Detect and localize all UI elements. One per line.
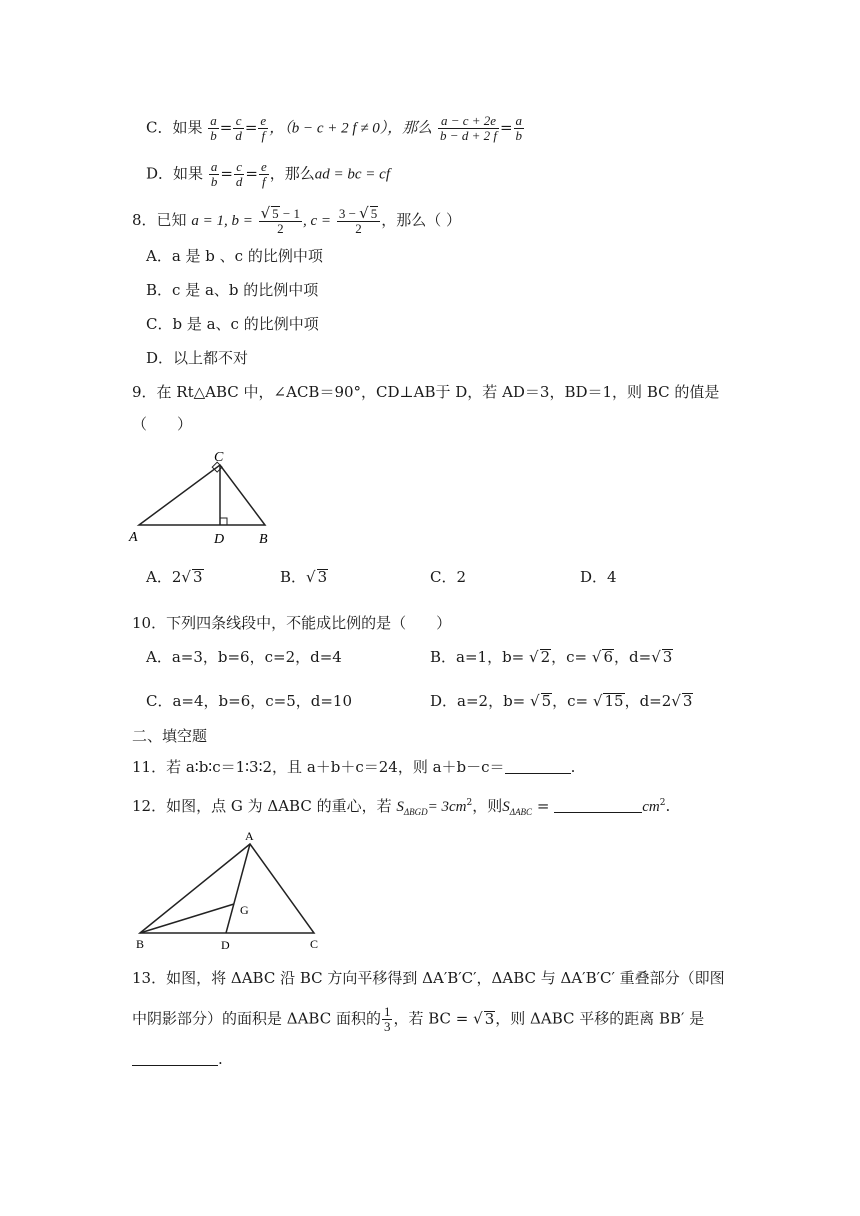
q8-option-b: B．c 是 a、b 的比例中项 — [146, 281, 319, 299]
section-heading-fill-blank: 二、填空题 — [132, 727, 208, 745]
frac-c-d-d: $\frac{c}{d}$ — [235, 159, 243, 189]
q13-end: . — [218, 1050, 223, 1068]
q9-right-angle-d — [220, 518, 227, 525]
q13-frac-den: 3 — [383, 1019, 391, 1034]
q9-option-c: C．2 — [430, 568, 467, 586]
q7-optd-result: ad = bc = cf — [314, 166, 390, 183]
q12-label-d: D — [221, 938, 230, 952]
q10-optd-c-label: ，c= — [552, 692, 589, 710]
q12-given-val: = 3cm — [427, 799, 467, 815]
q11-text: 11．若 a∶b∶c＝1∶3∶2，且 a＋b＋c＝24，则 a＋b－c＝ — [132, 758, 505, 776]
q13-frac-num: 1 — [383, 1004, 391, 1019]
q12-end: . — [665, 797, 671, 815]
q12-ask-eq: = — [536, 797, 550, 815]
frac-a-b-d: $\frac{a}{b}$ — [210, 159, 218, 189]
q10-option-c: C．a=4，b=6，c=5，d=10 — [146, 692, 353, 710]
q13-line2-prefix: 中阴影部分）的面积是 ΔABC 面积的 — [132, 1009, 381, 1028]
q9-label-b: B — [259, 532, 268, 547]
q13-fraction — [382, 1005, 393, 1034]
q9-stem: 9．在 Rt△ABC 中，∠ACB＝90°，CD⊥AB于 D，若 AD＝3，BD＝1，则 BC 的值是 — [132, 383, 720, 401]
q12-ask-s: S — [502, 799, 510, 815]
q13-line2-mid: ，若 BC = — [393, 1009, 469, 1028]
q10-optb-prefix: B．a=1，b= — [430, 648, 525, 666]
q10-optd-d: 3 — [682, 692, 693, 710]
q12-label-g: G — [240, 903, 249, 917]
q7-option-c: C．如果 $\frac{a}{b}$ = $\frac{c}{d}$ = $\frac{e}{f}$ ，（b − c + 2 f ≠ 0），那么 $\frac{a - c + 2e}{b - d + 2 f}$ = $\frac{a}{b}$ — [146, 113, 523, 143]
q7-optc-lhs-den: b − d + 2 f — [440, 128, 497, 143]
q12-prefix: 12．如图，点 G 为 ΔABC 的重心，若 — [132, 797, 392, 815]
frac-c-d: $\frac{c}{d}$ — [235, 113, 242, 143]
q7-option-d: D．如果 $\frac{a}{b}$ = $\frac{c}{d}$ = $\frac{e}{f}$ ，那么ad = bc = cf — [146, 159, 390, 189]
q8-stem — [132, 206, 461, 236]
q10-optb-b: 2 — [540, 648, 551, 666]
q9-label-c: C — [214, 450, 224, 465]
q7-optc-prefix: C．如果 — [146, 118, 203, 137]
q11-end: . — [570, 758, 576, 776]
q9-optb-rad: 3 — [317, 568, 328, 586]
q10-option-d: D．a=2，b= √ 5，c= √ 15，d=2√ 3 — [430, 692, 693, 710]
q12-label-b: B — [136, 937, 145, 951]
q8-option-c: C．b 是 a、c 的比例中项 — [146, 315, 319, 333]
frac-e-f-d: $\frac{e}{f}$ — [260, 159, 267, 189]
q8-frac-b: $\frac{√ 5 - 1}{2}$ — [260, 204, 301, 236]
q10-optb-c: 6 — [603, 648, 614, 666]
q7-optd-prefix: D．如果 — [146, 164, 204, 183]
q13-line1: 13．如图，将 ΔABC 沿 BC 方向平移得到 ΔA′B′C′，ΔABC 与 ΔA′B′C′ 重叠部分（即图 — [132, 969, 725, 987]
q8-stem-a: a = 1, b = — [191, 213, 253, 229]
q8-stem-suffix: ，那么（ ） — [381, 211, 462, 229]
q7-optd-mid: ，那么 — [269, 164, 315, 183]
q12-segment-bg — [140, 904, 234, 933]
q13-answer-blank[interactable] — [132, 1065, 218, 1066]
q11 — [132, 756, 575, 778]
q8-stem-prefix: 8．已知 — [132, 211, 187, 229]
q8-option-a: A．a 是 b 、c 的比例中项 — [146, 247, 323, 265]
q12-given-sub: ΔBGD — [403, 807, 428, 817]
q12-ask-sub: ΔABC — [509, 807, 533, 817]
q9-option-a: A．2√ 3 — [146, 568, 203, 586]
q7-optc-lhs-num: a − c + 2e — [438, 114, 499, 129]
q8-frac-c: $\frac{3 - √ 5}{2}$ — [337, 206, 380, 236]
q9-triangle-figure — [125, 445, 285, 550]
q13-answer-line — [132, 1048, 223, 1070]
frac-a-b-2: $\frac{a}{b}$ — [515, 113, 523, 143]
q12-mid: ，则 — [472, 797, 503, 815]
q12-centroid-figure — [128, 828, 328, 953]
q13-line2-rad: 3 — [484, 1009, 495, 1028]
q9-opta-prefix: A．2 — [146, 568, 182, 586]
q8-option-d: D．以上都不对 — [146, 349, 249, 367]
q12-answer-blank[interactable] — [554, 812, 642, 813]
q9-triangle — [139, 465, 265, 525]
q9-opta-rad: 3 — [192, 568, 203, 586]
q7-optc-cond: ，（b − c + 2 f ≠ 0），那么 — [269, 120, 433, 137]
q12-given-s: S — [396, 799, 404, 815]
q9-option-b: B．√ 3 — [280, 568, 328, 586]
q10-optb-c-label: ，c= — [551, 648, 588, 666]
q9-label-d: D — [214, 532, 225, 547]
q9-option-d: D．4 — [580, 568, 617, 586]
q10-optd-c: 15 — [604, 692, 624, 710]
q10-option-a: A．a=3，b=6，c=2，d=4 — [146, 648, 342, 666]
q11-answer-blank[interactable] — [505, 773, 571, 774]
q9-label-a: A — [129, 530, 138, 545]
frac-a-b: $\frac{a}{b}$ — [210, 113, 217, 143]
q12-unit: cm — [642, 799, 660, 815]
q10-optb-d-label: ，d= — [614, 648, 652, 666]
q12-median-ad — [226, 844, 250, 933]
q12-label-c: C — [310, 937, 319, 951]
q10-optd-prefix: D．a=2，b= — [430, 692, 526, 710]
q9-paren: （ ） — [132, 415, 193, 433]
q7-optc-lhs — [438, 114, 499, 143]
q10-optd-b: 5 — [541, 692, 552, 710]
q12-label-a: A — [245, 829, 254, 843]
q10-option-b: B．a=1，b= √ 2，c= √ 6，d=√ 3 — [430, 648, 673, 666]
q8-stem-c: , c = — [303, 213, 332, 229]
q12-triangle — [140, 844, 314, 933]
q13-line2: 中阴影部分）的面积是 ΔABC 面积的 $\frac{1}{3}$ ，若 BC = √ 3，则 ΔABC 平移的距离 BB′ 是 — [132, 1004, 705, 1034]
q9-optb-prefix: B． — [280, 568, 307, 586]
q13-line2-suffix: ，则 ΔABC 平移的距离 BB′ 是 — [495, 1009, 705, 1028]
q10-optb-d: 3 — [662, 648, 673, 666]
frac-e-f: $\frac{e}{f}$ — [260, 113, 267, 143]
q10-optd-d-label: ，d=2 — [624, 692, 672, 710]
q10-stem: 10．下列四条线段中，不能成比例的是（ ） — [132, 614, 452, 632]
q12: 12．如图，点 G 为 ΔABC 的重心，若 $S_{\Delta BGD}= 3cm^2$，则$S_{\Delta ABC} = cm^2$. — [132, 797, 671, 817]
